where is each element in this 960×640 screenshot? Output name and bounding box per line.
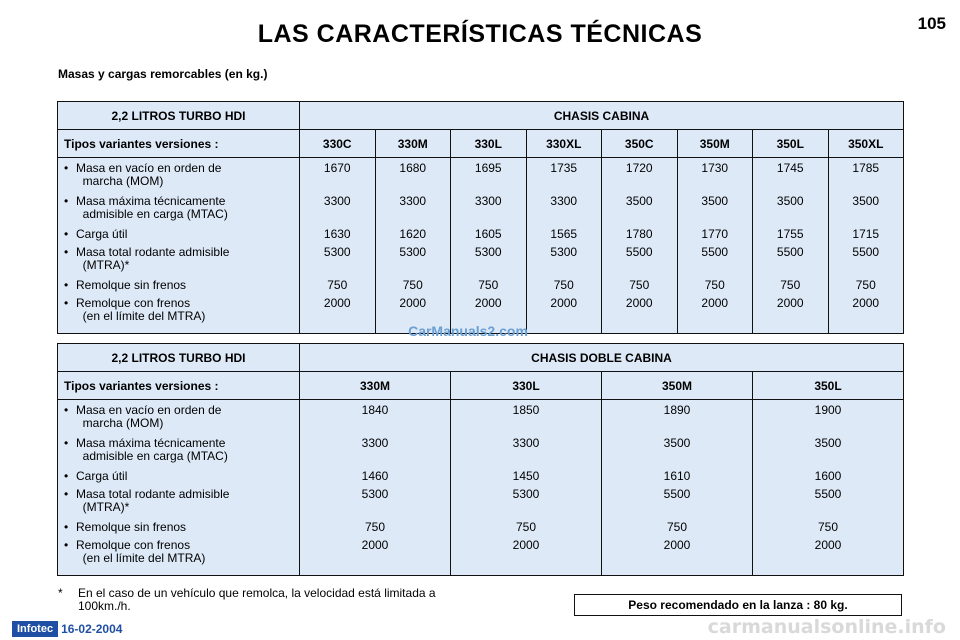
variant-header: 330C bbox=[300, 130, 376, 158]
value-cell: 3500 bbox=[776, 194, 804, 208]
value-cell: 750 bbox=[629, 278, 650, 292]
value-cell: 1890 bbox=[663, 403, 691, 417]
value-cell: 3500 bbox=[701, 194, 729, 208]
value-cell: 3300 bbox=[512, 436, 540, 450]
value-cell: 2000 bbox=[474, 296, 502, 310]
value-cell: 1610 bbox=[663, 469, 691, 483]
engine-header: 2,2 LITROS TURBO HDI bbox=[58, 344, 300, 372]
body-type-header: CHASIS CABINA bbox=[300, 102, 904, 130]
value-cell: 1735 bbox=[550, 161, 578, 175]
value-cell: 750 bbox=[817, 520, 839, 534]
bullet-icon: • bbox=[64, 245, 69, 259]
value-cell: 3300 bbox=[361, 436, 389, 450]
value-cell: 5500 bbox=[625, 245, 653, 259]
value-cell: 3300 bbox=[550, 194, 578, 208]
bullet-icon: • bbox=[64, 487, 69, 501]
labels-column bbox=[58, 158, 300, 334]
value-cell: 2000 bbox=[399, 296, 427, 310]
variant-header: 330L bbox=[451, 372, 602, 400]
variant-header: 330L bbox=[451, 130, 527, 158]
value-cell: 750 bbox=[666, 520, 688, 534]
value-cell: 1780 bbox=[625, 227, 653, 241]
value-cell: 3300 bbox=[323, 194, 351, 208]
value-cell: 2000 bbox=[852, 296, 880, 310]
value-cell: 3300 bbox=[399, 194, 427, 208]
value-cell: 5500 bbox=[701, 245, 729, 259]
table-header-row bbox=[58, 344, 904, 372]
value-cell: 1605 bbox=[474, 227, 502, 241]
value-cell: 1600 bbox=[814, 469, 842, 483]
engine-header: 2,2 LITROS TURBO HDI bbox=[58, 102, 300, 130]
row-label bbox=[62, 437, 295, 470]
variant-header: 330XL bbox=[526, 130, 602, 158]
infotec-logo: Infotec bbox=[12, 621, 58, 637]
values-column bbox=[677, 158, 753, 334]
value-cell: 5300 bbox=[512, 487, 540, 501]
value-cell: 2000 bbox=[625, 296, 653, 310]
value-cell: 1680 bbox=[399, 161, 427, 175]
values-column bbox=[753, 158, 829, 334]
table-body-row bbox=[58, 400, 904, 576]
value-cell: 750 bbox=[553, 278, 574, 292]
value-cell: 2000 bbox=[361, 538, 389, 552]
variant-header: 350L bbox=[753, 372, 904, 400]
value-cell: 5500 bbox=[852, 245, 880, 259]
values-column bbox=[526, 158, 602, 334]
row-label bbox=[62, 488, 295, 521]
value-cell: 1695 bbox=[474, 161, 502, 175]
value-cell: 1785 bbox=[852, 161, 880, 175]
value-cell: 5300 bbox=[361, 487, 389, 501]
value-cell: 750 bbox=[704, 278, 725, 292]
variants-header-row bbox=[58, 130, 904, 158]
variant-header: 350M bbox=[602, 372, 753, 400]
row-label-text: Masa en vacío en orden de marcha (MOM) bbox=[76, 403, 222, 430]
value-cell: 1755 bbox=[776, 227, 804, 241]
value-cell: 1770 bbox=[701, 227, 729, 241]
value-cell: 1900 bbox=[814, 403, 842, 417]
value-cell: 5300 bbox=[323, 245, 351, 259]
values-column bbox=[828, 158, 904, 334]
variant-header: 350XL bbox=[828, 130, 904, 158]
value-cell: 2000 bbox=[323, 296, 351, 310]
bullet-icon: • bbox=[64, 278, 69, 292]
value-cell: 1620 bbox=[399, 227, 427, 241]
spec-table-chasis-cabina bbox=[57, 101, 904, 334]
values-column bbox=[753, 400, 904, 576]
value-cell: 1715 bbox=[852, 227, 880, 241]
site-watermark: carmanualsonline.info bbox=[707, 616, 946, 638]
value-cell: 750 bbox=[327, 278, 348, 292]
value-cell: 2000 bbox=[663, 538, 691, 552]
row-label bbox=[62, 279, 295, 297]
bullet-icon: • bbox=[64, 161, 69, 175]
values-column bbox=[602, 400, 753, 576]
variants-label: Tipos variantes versiones : bbox=[58, 130, 300, 158]
value-cell: 3500 bbox=[663, 436, 691, 450]
value-cell: 3300 bbox=[474, 194, 502, 208]
value-cell: 1670 bbox=[323, 161, 351, 175]
value-cell: 750 bbox=[402, 278, 423, 292]
page-title: LAS CARACTERÍSTICAS TÉCNICAS bbox=[257, 20, 703, 48]
variant-header: 350M bbox=[677, 130, 753, 158]
value-cell: 5300 bbox=[399, 245, 427, 259]
bullet-icon: • bbox=[64, 227, 69, 241]
value-cell: 2000 bbox=[512, 538, 540, 552]
row-label bbox=[62, 404, 295, 437]
values-column bbox=[451, 400, 602, 576]
body-type-header: CHASIS DOBLE CABINA bbox=[300, 344, 904, 372]
values-column bbox=[300, 400, 451, 576]
table-body-row bbox=[58, 158, 904, 334]
value-cell: 1720 bbox=[625, 161, 653, 175]
row-label-text: Masa total rodante admisible (MTRA)* bbox=[76, 487, 230, 514]
variants-header-row bbox=[58, 372, 904, 400]
spec-table-chasis-doble-cabina bbox=[57, 343, 904, 576]
row-label-text: Masa en vacío en orden de marcha (MOM) bbox=[76, 161, 222, 188]
row-label bbox=[62, 195, 295, 228]
row-label bbox=[62, 521, 295, 539]
footnote-line-1: En el caso de un vehículo que remolca, la velocidad está limitada a bbox=[78, 586, 436, 600]
footer-brand bbox=[12, 621, 122, 637]
values-column bbox=[451, 158, 527, 334]
table-header-row bbox=[58, 102, 904, 130]
row-label-text: Carga útil bbox=[76, 227, 128, 241]
value-cell: 750 bbox=[855, 278, 876, 292]
value-cell: 5500 bbox=[814, 487, 842, 501]
value-cell: 1730 bbox=[701, 161, 729, 175]
bullet-icon: • bbox=[64, 403, 69, 417]
value-cell: 3500 bbox=[814, 436, 842, 450]
value-cell: 1630 bbox=[323, 227, 351, 241]
bullet-icon: • bbox=[64, 194, 69, 208]
value-cell: 1450 bbox=[512, 469, 540, 483]
value-cell: 750 bbox=[478, 278, 499, 292]
value-cell: 1565 bbox=[550, 227, 578, 241]
section-subtitle: Masas y cargas remorcables (en kg.) bbox=[58, 67, 268, 81]
value-cell: 2000 bbox=[701, 296, 729, 310]
variant-header: 350L bbox=[753, 130, 829, 158]
row-label bbox=[62, 228, 295, 246]
row-label-text: Remolque con frenos (en el límite del MTRA) bbox=[76, 538, 206, 565]
value-cell: 1745 bbox=[776, 161, 804, 175]
footer-date: 16-02-2004 bbox=[61, 622, 123, 636]
row-label-text: Masa máxima técnicamente admisible en carga (MTAC) bbox=[76, 194, 228, 221]
row-label-text: Masa total rodante admisible (MTRA)* bbox=[76, 245, 230, 272]
bullet-icon: • bbox=[64, 436, 69, 450]
row-label bbox=[62, 246, 295, 279]
bullet-icon: • bbox=[64, 469, 69, 483]
variant-header: 330M bbox=[300, 372, 451, 400]
variants-label: Tipos variantes versiones : bbox=[58, 372, 300, 400]
values-column bbox=[375, 158, 451, 334]
values-column bbox=[602, 158, 678, 334]
row-label bbox=[62, 539, 295, 572]
footnote-line-2: 100km./h. bbox=[78, 599, 131, 613]
value-cell: 5300 bbox=[550, 245, 578, 259]
value-cell: 750 bbox=[364, 520, 386, 534]
value-cell: 2000 bbox=[814, 538, 842, 552]
row-label-text: Carga útil bbox=[76, 469, 128, 483]
value-cell: 5500 bbox=[776, 245, 804, 259]
value-cell: 2000 bbox=[550, 296, 578, 310]
value-cell: 1460 bbox=[361, 469, 389, 483]
value-cell: 5500 bbox=[663, 487, 691, 501]
variant-header: 350C bbox=[602, 130, 678, 158]
value-cell: 3500 bbox=[852, 194, 880, 208]
row-label-text: Remolque con frenos (en el límite del MTRA) bbox=[76, 296, 206, 323]
value-cell: 750 bbox=[780, 278, 801, 292]
value-cell: 5300 bbox=[474, 245, 502, 259]
value-cell: 3500 bbox=[625, 194, 653, 208]
watermark-text: CarManuals2.com bbox=[408, 323, 528, 339]
row-label-text: Remolque sin frenos bbox=[76, 520, 187, 534]
row-label-text: Remolque sin frenos bbox=[76, 278, 187, 292]
recommended-weight-box: Peso recomendado en la lanza : 80 kg. bbox=[574, 594, 902, 616]
row-label-text: Masa máxima técnicamente admisible en carga (MTAC) bbox=[76, 436, 228, 463]
bullet-icon: • bbox=[64, 296, 69, 310]
row-label bbox=[62, 470, 295, 488]
value-cell: 750 bbox=[515, 520, 537, 534]
values-column bbox=[300, 158, 376, 334]
value-cell: 2000 bbox=[776, 296, 804, 310]
value-cell: 1840 bbox=[361, 403, 389, 417]
value-cell: 1850 bbox=[512, 403, 540, 417]
page-number: 105 bbox=[917, 14, 946, 33]
variant-header: 330M bbox=[375, 130, 451, 158]
labels-column bbox=[58, 400, 300, 576]
bullet-icon: • bbox=[64, 538, 69, 552]
bullet-icon: • bbox=[64, 520, 69, 534]
footnote bbox=[58, 587, 436, 613]
footnote-star: * bbox=[58, 586, 63, 600]
row-label bbox=[62, 162, 295, 195]
